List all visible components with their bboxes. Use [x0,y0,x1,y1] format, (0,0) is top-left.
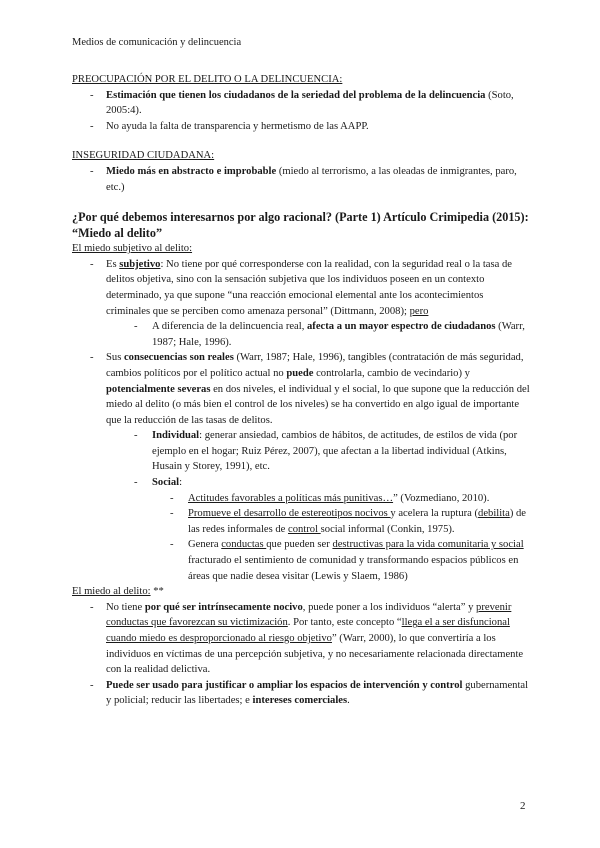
underlined-text: prevenir conductas que favorezcan su victimización [106,601,512,629]
bold-text: puede [286,367,314,379]
subheading-miedo-subjetivo: El miedo subjetivo al delito: [72,243,193,255]
section-heading-inseguridad: INSEGURIDAD CIUDADANA: [72,150,215,162]
text: gubernamental y policial; reducir las libertades; e [106,679,529,707]
bold-text: consecuencias son reales [123,352,234,364]
preocupacion-list [72,88,530,135]
text: social informal (Conkin, 1975). [320,523,455,535]
text: y acelera la ruptura ( [390,508,479,520]
list-item [72,164,530,195]
text: (miedo al terrorismo, a las oleadas de inmigrantes, paro, etc.) [106,165,517,193]
underlined-text: destructivas para la vida comunitaria y social [332,539,524,551]
bold-text: Social [152,477,180,489]
list-item [72,600,530,678]
inseguridad-list [72,164,530,195]
page-content [72,72,530,709]
text: ” (Warr, 2000), lo que convertiría a los individuos en víctimas de una percepción subjetiva, y no necesariamente relacionada directamente con la realidad delictiva. [106,633,524,676]
underlined-text: pero [409,305,429,317]
running-header: Medios de comunicación y delincuencia [72,37,242,48]
article-title: ¿Por qué debemos interesarnos por algo racional? (Parte 1) Artículo Crimipedia (2015): “Miedo al delito” [72,210,529,241]
text: . [347,695,350,707]
spacer [72,134,530,148]
underlined-text: Promueve el desarrollo de estereotipos nocivos [188,508,391,520]
section-heading-preocupacion: PREOCUPACIÓN POR EL DELITO O LA DELINCUENCIA: [72,74,343,85]
list-item [72,350,530,584]
underlined-text: llega el a ser disfuncional cuando miedo es desproporcionado al riesgo objetivo [106,617,510,644]
list-item [166,506,530,537]
sublist [106,319,530,350]
text: A diferencia de la delincuencia real, [152,321,307,333]
list-item [72,119,530,135]
text: (Warr, 1987; Hale, 1996). [152,321,525,348]
text: controlarla, cambio de vecindario) y [313,367,470,379]
text: ) de las redes informales de [188,508,527,535]
miedo-delito-list [72,600,530,709]
sublist [106,428,530,584]
text: en dos niveles, el individual y el social, lo que supone que la reducción del miedo al delito (o más bien el control de los niveles) se ha convertido en algo igual de importante que la reducción de las tasas de delitos. [106,383,530,426]
text: : [179,477,183,489]
text: : generar ansiedad, cambios de hábitos, de actitudes, de estilos de vida (por ejemplo en el hogar; Ruiz Pérez, 2007), que afectan a la libertad individual (Atkins, Husain y Storey, 1991), etc. [152,430,518,473]
text: Genera [188,539,222,551]
bold-text: afecta a un mayor espectro de ciudadanos [307,321,496,333]
list-item [72,257,530,351]
underlined-text: control [288,523,321,535]
bold-text: intereses comerciales [252,695,348,707]
subheading-miedo-delito: El miedo al delito: [72,586,151,598]
text: . Por tanto, este concepto “ [287,617,402,629]
text: ” (Vozmediano, 2010). [393,492,490,504]
bold-text: potencialmente severas [106,383,211,395]
list-item [166,537,530,584]
page-number: 2 [520,800,526,812]
text: Sus [106,352,124,364]
list-item [130,319,530,350]
list-item [130,428,530,475]
list-item [130,475,530,584]
bold-text: Individual [152,430,200,442]
text: No tiene [106,601,145,613]
text: (Soto, 2005:4). [106,89,514,117]
bold-text: Puede ser usado para justificar o ampliar los espacios de intervención y control [106,679,463,691]
underlined-text: conductas [221,539,267,551]
sublist [152,491,530,585]
text: ** [150,586,164,598]
text: (Warr, 1987; Hale, 1996), tangibles (contratación de más seguridad, cambios políticos por el político actual no [106,352,524,379]
text: , puede poner a los individuos “alerta” y [302,601,477,613]
bold-text: por qué ser intrínsecamente nocivo [144,601,303,613]
subheading-miedo-delito-line [72,584,530,600]
text: fracturado el sentimiento de comunidad y transformando espacios públicos en áreas que nadie desea visitar (Lewis y Slaem, 1986) [188,555,519,582]
bold-text: Estimación que tienen los ciudadanos de la seriedad del problema de la delincuencia [106,89,486,101]
bold-text: subjetivo [119,258,161,270]
list-item [166,491,530,507]
text: que pueden ser [266,539,333,551]
miedo-subjetivo-list [72,257,530,584]
underlined-text: Actitudes favorables a políticas más punitivas… [188,492,394,504]
text: No ayuda la falta de transparencia y hermetismo de las AAPP. [106,120,369,132]
underlined-text: debilita [478,508,510,520]
spacer [72,195,530,209]
text: : No tiene por qué corresponderse con la realidad, con la seguridad real o la tasa de delitos objetiva, sino con la sensación subjetiva que los individuos poseen en un contexto determinado, ya que supone “una reacción emocional elemental ante los acontecimientos criminales que se perciben como amenaza personal” (Dittmann, 2008); [106,258,512,317]
list-item [72,88,530,119]
bold-text: Miedo más en abstracto e improbable [106,165,277,177]
text: Es [106,258,120,270]
list-item [72,678,530,709]
